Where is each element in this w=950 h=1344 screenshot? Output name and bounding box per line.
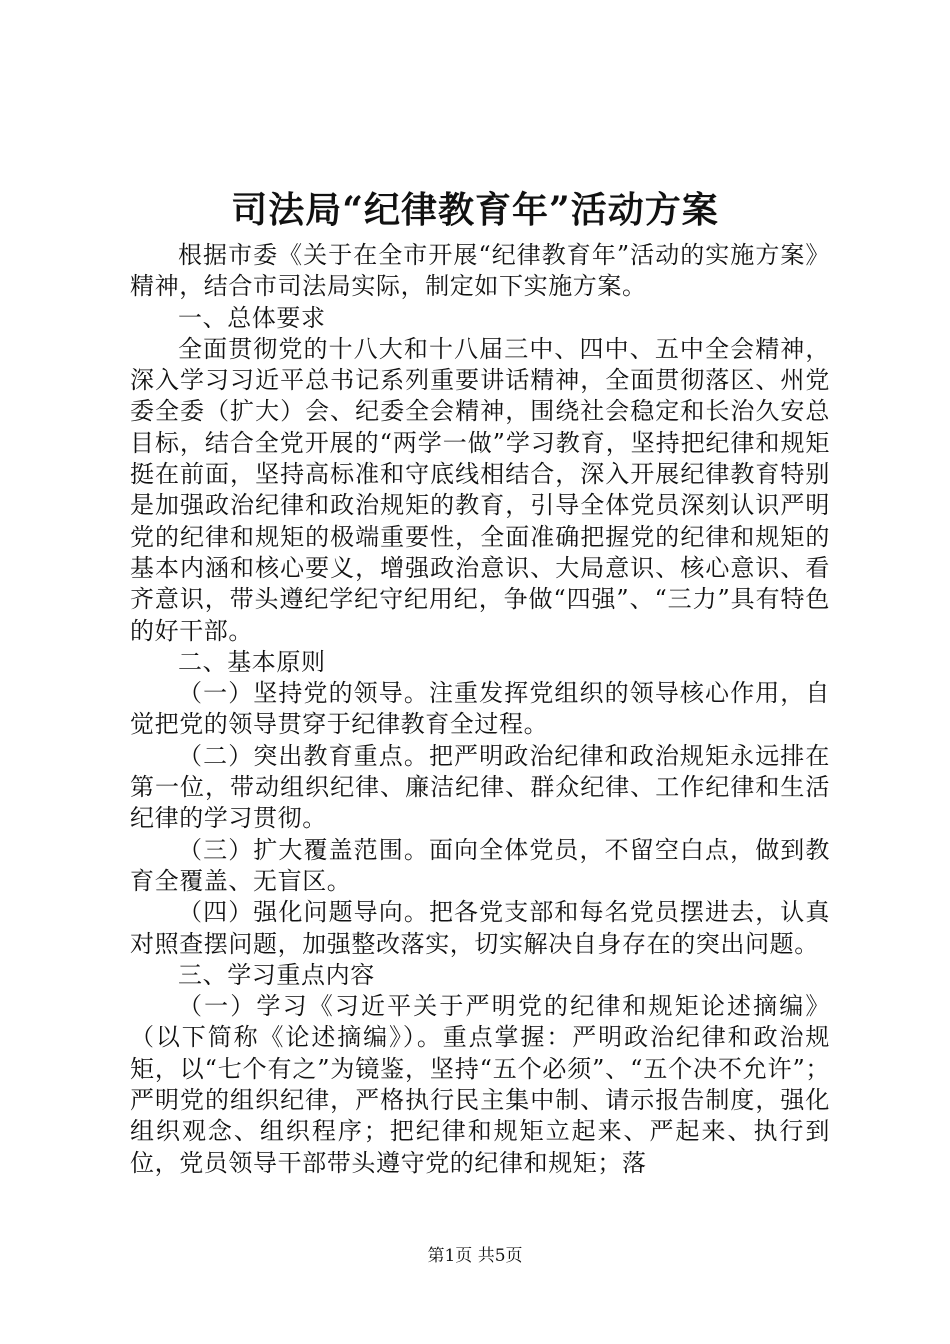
intro-paragraph: 根据市委《关于在全市开展“纪律教育年”活动的实施方案》精神，结合市司法局实际，制定如下实施方案。 xyxy=(130,241,830,301)
section-heading-general-requirements: 一、总体要求 xyxy=(178,303,326,332)
general-requirements-paragraph: 全面贯彻党的十八大和十八届三中、四中、五中全会精神，深入学习习近平总书记系列重要讲话精神，全面贯彻落区、州党委全委（扩大）会、纪委全会精神，围绕社会稳定和长治久安总目标，结合全党开展的“两学一做”学习教育，坚持把纪律和规矩挺在前面，坚持高标准和守底线相结合，深入开展纪律教育特别是加强政治纪律和政治规矩的教育，引导全体党员深刻认识严明党的纪律和规矩的极端重要性，全面准确把握党的纪律和规矩的基本内涵和核心要义，增强政治意识、大局意识、核心意识、看齐意识，带头遵纪学纪守纪用纪，争做“四强”、“三力”具有特色的好干部。 xyxy=(130,334,830,645)
principle-paragraph-4: （四）强化问题导向。把各党支部和每名党员摆进去，认真对照查摆问题，加强整改落实，切实解决自身存在的突出问题。 xyxy=(130,898,830,958)
page-number-footer: 第1页 共5页 xyxy=(427,1246,523,1266)
section-heading-study-content: 三、学习重点内容 xyxy=(178,960,375,989)
document-body xyxy=(130,240,830,1179)
study-content-paragraph-1: （一）学习《习近平关于严明党的纪律和规矩论述摘编》（以下简称《论述摘编》）。重点掌握：严明政治纪律和政治规矩，以“七个有之”为镜鉴，坚持“五个必须”、“五个决不允许”；严明党的组织纪律，严格执行民主集中制、请示报告制度，强化组织观念、组织程序；把纪律和规矩立起来、严起来、执行到位，党员领导干部带头遵守党的纪律和规矩；落 xyxy=(130,992,830,1177)
principle-paragraph-2: （二）突出教育重点。把严明政治纪律和政治规矩永远排在第一位，带动组织纪律、廉洁纪律、群众纪律、工作纪律和生活纪律的学习贯彻。 xyxy=(130,741,830,833)
principle-paragraph-1: （一）坚持党的领导。注重发挥党组织的领导核心作用，自觉把党的领导贯穿于纪律教育全过程。 xyxy=(130,679,830,739)
document-title: 司法局“纪律教育年”活动方案 xyxy=(231,189,719,231)
section-heading-basic-principles: 二、基本原则 xyxy=(178,647,326,676)
principle-paragraph-3: （三）扩大覆盖范围。面向全体党员，不留空白点，做到教育全覆盖、无盲区。 xyxy=(130,835,830,895)
